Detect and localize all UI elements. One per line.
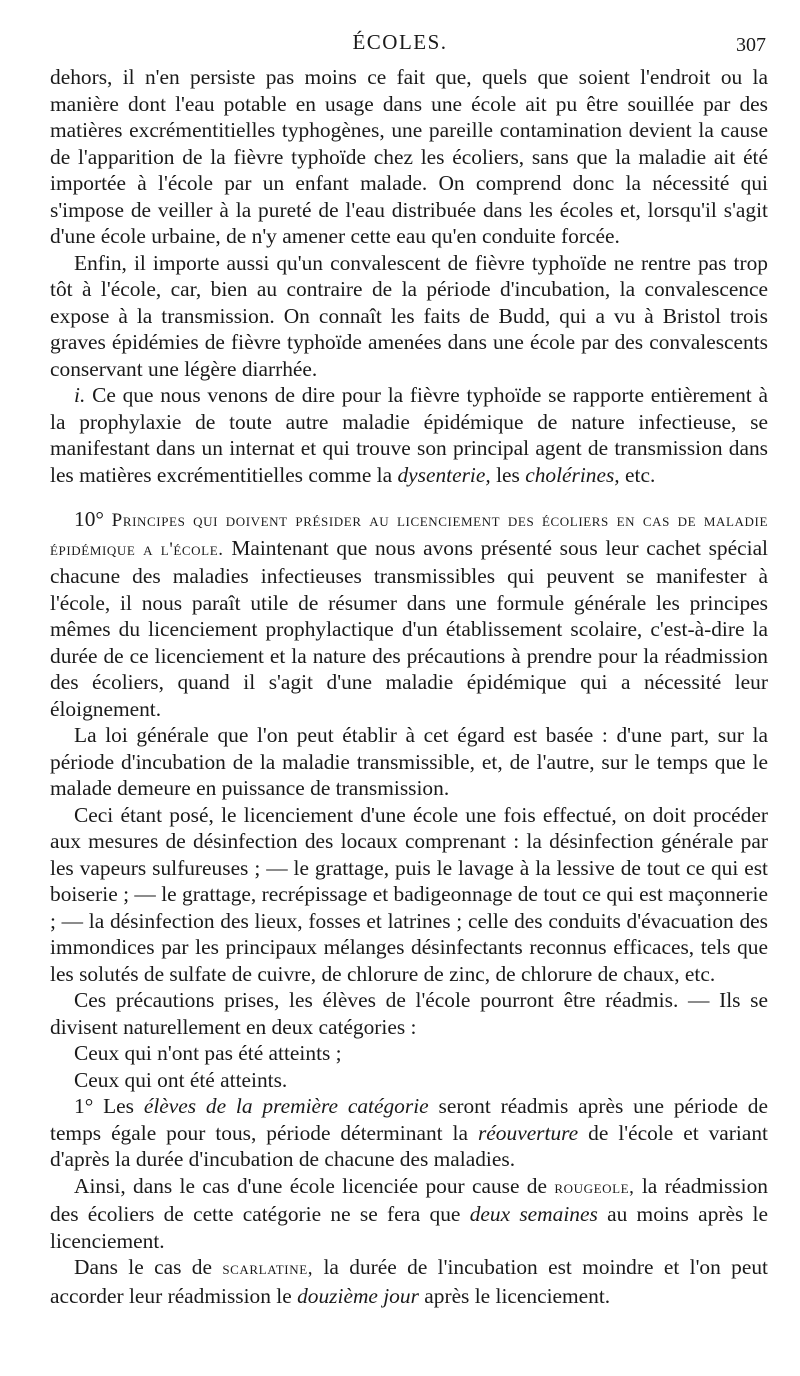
list-item-non-atteints: Ceux qui n'ont pas été atteints ;	[74, 1041, 342, 1065]
page-header	[0, 30, 800, 60]
section-number: 10°	[74, 507, 104, 531]
paragraph-scarlatine	[50, 1254, 768, 1309]
paragraph-text: la durée de l'incubation est moindre et l'on peut accorder leur réadmission le	[50, 1255, 768, 1308]
section-10-paragraph	[50, 506, 768, 722]
paragraph-text: Ce que nous venons de dire pour la fièvre typhoïde se rapporte entièrement à la prophylaxie de toute autre maladie épidémique de nature infectieuse, se manifestant dans un internat et qui trouve son principal agent de transmission dans les matières excrémentitielles comme la	[50, 383, 768, 487]
paragraph-marker: 1°	[74, 1094, 94, 1118]
paragraph-text: Dans le cas de	[74, 1255, 212, 1279]
paragraph-text: Les	[103, 1094, 134, 1118]
paragraph-convalescent: Enfin, il importe aussi qu'un convalescent de fièvre typhoïde ne rentre pas trop tôt à l'école, car, bien au contraire de la période d'incubation, la convalescence expose à la transmission. On connaît les faits de Budd, qui a vu à Bristol trois graves épidémies de fièvre typhoïde amenées dans une école par des convalescents conservant une légère diarrhée.	[50, 250, 768, 381]
page-number: 307	[736, 34, 766, 56]
paragraph-loi-generale: La loi générale que l'on peut établir à cet égard est basée : d'une part, sur la période d'incubation de la maladie transmissible, et, de l'autre, sur le temps que le malade demeure en puissance de transmission.	[50, 723, 768, 800]
paragraph-text: les	[496, 462, 520, 487]
paragraph-premiere-categorie	[50, 1093, 768, 1173]
paragraph-precautions: Ces précautions prises, les élèves de l'école pourront être réadmis. — Ils se divisent naturellement en deux catégories :	[50, 988, 768, 1039]
paragraph-text: la réadmission des écoliers de cette catégorie ne se fera que	[50, 1173, 768, 1226]
paragraph-i	[50, 382, 768, 488]
section-heading: Principes qui doivent présider au licenciement des écoliers en cas de maladie épidémique a l'école.	[50, 510, 768, 560]
paragraph-text: après le licenciement.	[424, 1283, 611, 1308]
emphasis-reouverture: réouverture	[477, 1120, 579, 1145]
running-head: ÉCOLES.	[352, 30, 448, 54]
body-text	[50, 64, 768, 1309]
paragraph-rougeole	[50, 1173, 768, 1255]
emphasis-dysenterie: dysenterie,	[397, 462, 491, 487]
section-gap	[50, 488, 768, 506]
disease-name-rougeole: rougeole,	[554, 1176, 635, 1198]
list-item-atteints: Ceux qui ont été atteints.	[74, 1067, 288, 1092]
paragraph-text: de l'école et variant d'après la durée d'incubation de chacune des maladies.	[50, 1120, 768, 1171]
paragraph-desinfection: Ceci étant posé, le licenciement d'une école une fois effectué, on doit procéder aux mesures de désinfection des locaux comprenant : la désinfection générale par les vapeurs sulfureuses ; — le grattage, puis le lavage à la lessive de tout ce qui est boiserie ; — le grattage, recrépissage et badigeonnage de tout ce qui est maçonnerie ; — la désinfection des lieux, fosses et latrines ; celle des conduits d'évacuation des immondices par les principaux mélanges désinfectants reconnus efficaces, tels que les solutés de sulfate de cuivre, de chlorure de zinc, de chlorure de chaux, etc.	[50, 802, 768, 986]
emphasis-douzieme-jour: douzième jour	[297, 1283, 419, 1308]
emphasis-premiere-categorie: élèves de la première catégorie	[143, 1094, 429, 1118]
paragraph-text: etc.	[625, 462, 656, 487]
paragraph-text: Maintenant que nous avons présenté sous leur cachet spécial chacune des maladies infectieuses transmissibles qui peuvent se manifester à l'école, il nous paraît utile de résumer dans une formule générale les principes mêmes du licenciement prophylactique d'un établissement scolaire, c'est-à-dire la durée de ce licenciement et la nature des précautions à prendre pour la réadmission des écoliers, quand il s'agit d'une maladie épidémique qui a nécessité leur éloignement.	[50, 535, 769, 721]
disease-name-scarlatine: scarlatine,	[222, 1258, 314, 1279]
emphasis-deux-semaines: deux semaines	[469, 1202, 598, 1226]
paragraph-marker: i.	[74, 383, 86, 407]
paragraph-text: au moins après le licenciement.	[50, 1202, 768, 1253]
emphasis-cholerines: cholérines,	[525, 462, 620, 487]
paragraph-continuation: dehors, il n'en persiste pas moins ce fait que, quels que soient l'endroit ou la manière dont l'eau potable en usage dans une école ait pu être souillée par des matières excrémentitielles typhogènes, une pareille contamination devient la cause de l'apparition de la fièvre typhoïde chez les écoliers, sans que la maladie ait été importée à l'école par un enfant malade. On comprend donc la nécessité qui s'impose de veiller à la pureté de l'eau distribuée dans les écoles et, lorsqu'il s'agit d'une école urbaine, de n'y amener cette eau qu'en conduite forcée.	[50, 65, 768, 248]
paragraph-text: Ainsi, dans le cas d'une école licenciée pour cause de	[74, 1173, 547, 1198]
paragraph-text: seront réadmis après une période de temps égale pour tous, période déterminant la	[50, 1094, 769, 1145]
